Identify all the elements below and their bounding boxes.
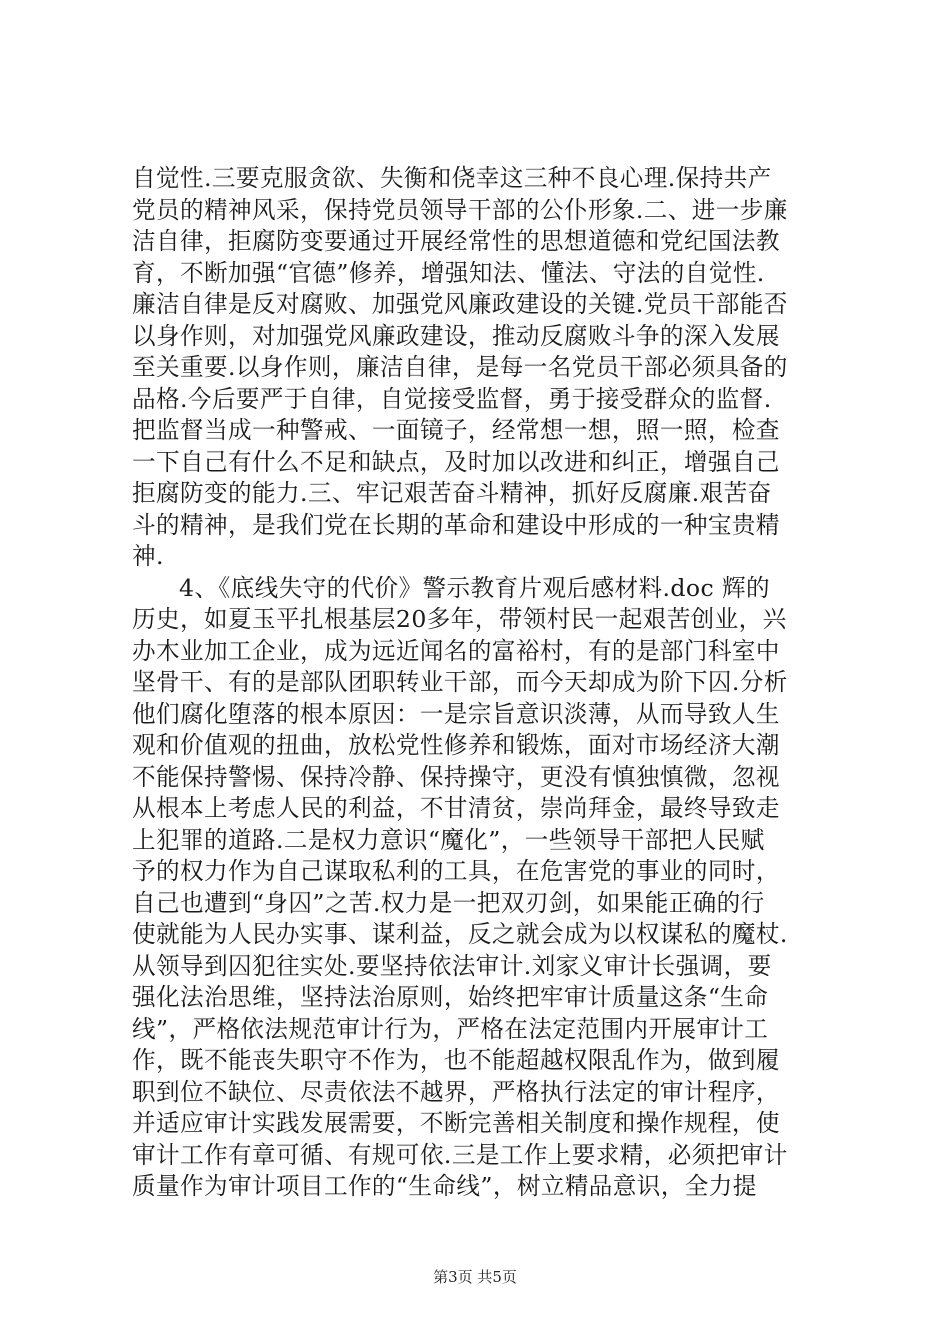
document-body xyxy=(132,163,832,1203)
text-line: 不能保持警惕、保持冷静、保持操守，更没有慎独慎微，忽视 xyxy=(132,762,780,791)
text-line: 洁自律，拒腐防变要通过开展经常性的思想道德和党纪国法教 xyxy=(132,227,780,255)
text-line: 神. xyxy=(132,542,164,570)
text-line: 一下自己有什么不足和缺点，及时加以改进和纠正，增强自己 xyxy=(132,447,780,476)
text-line: 廉洁自律是反对腐败、加强党风廉政建设的关键.党员干部能否 xyxy=(132,290,788,318)
text-line: 办木业加工企业，成为远近闻名的富裕村，有的是部门科室中 xyxy=(132,636,780,665)
text-line: 上犯罪的道路.二是权力意识“魔化”，一些领导干部把人民赋 xyxy=(132,825,765,854)
text-line: 予的权力作为自己谋取私利的工具，在危害党的事业的同时， xyxy=(132,857,780,885)
text-line: 拒腐防变的能力.三、牢记艰苦奋斗精神，抓好反腐廉.艰苦奋 xyxy=(132,479,772,507)
text-line: 强化法治思维，坚持法治原则，始终把牢审计质量这条“生命 xyxy=(132,983,769,1011)
text-line: 使就能为人民办实事、谋利益，反之就会成为以权谋私的魔杖. xyxy=(132,920,788,948)
text-line: 作，既不能丧失职守不作为，也不能超越权限乱作为，做到履 xyxy=(132,1046,780,1074)
text-line: 职到位不缺位、尽责依法不越界，严格执行法定的审计程序， xyxy=(132,1077,780,1106)
text-line: 自觉性.三要克服贪欲、失衡和侥幸这三种不良心理.保持共产 xyxy=(132,164,772,192)
text-line: 从根本上考虑人民的利益，不甘清贫，崇尚拜金，最终导致走 xyxy=(132,794,780,822)
text-line: 斗的精神，是我们党在长期的革命和建设中形成的一种宝贵精 xyxy=(132,510,780,539)
text-line: 观和价值观的扭曲，放松党性修养和锻炼，面对市场经济大潮 xyxy=(132,731,780,759)
text-line: 坚骨干、有的是部队团职转业干部，而今天却成为阶下囚.分析 xyxy=(132,668,788,696)
page-number-label: 第3页 共5页 xyxy=(433,1268,517,1286)
text-line: 自己也遭到“身囚”之苦.权力是一把双刃剑，如果能正确的行 xyxy=(132,888,765,917)
text-line: 品格.今后要严于自律，自觉接受监督，勇于接受群众的监督. xyxy=(132,384,772,413)
text-line: 至关重要.以身作则，廉洁自律，是每一名党员干部必须具备的 xyxy=(132,353,788,381)
text-line: 质量作为审计项目工作的“生命线”，树立精品意识，全力提 xyxy=(132,1172,757,1200)
text-line: 他们腐化堕落的根本原因：一是宗旨意识淡薄，从而导致人生 xyxy=(132,699,780,728)
text-line: 党员的精神风采，保持党员领导干部的公仆形象.二、进一步廉 xyxy=(132,195,788,224)
text-line: 把监督当成一种警戒、一面镜子，经常想一想，照一照，检查 xyxy=(132,416,780,444)
text-line: 育，不断加强“官德”修养，增强知法、懂法、守法的自觉性. xyxy=(132,258,765,287)
page-footer xyxy=(0,1267,950,1287)
text-line: 以身作则，对加强党风廉政建设，推动反腐败斗争的深入发展 xyxy=(132,321,780,350)
text-line: 并适应审计实践发展需要，不断完善相关制度和操作规程，使 xyxy=(132,1109,780,1137)
text-line: 线”，严格依法规范审计行为，严格在法定范围内开展审计工 xyxy=(132,1014,769,1043)
paragraph-start-line: 4、《底线失守的代价》警示教育片观后感材料.doc 辉的 xyxy=(179,573,770,602)
text-line: 从领导到囚犯往实处.要坚持依法审计.刘家义审计长强调，要 xyxy=(132,951,772,980)
text-line: 历史，如夏玉平扎根基层20多年，带领村民一起艰苦创业，兴 xyxy=(132,605,787,633)
text-line: 审计工作有章可循、有规可依.三是工作上要求精，必须把审计 xyxy=(132,1140,788,1169)
